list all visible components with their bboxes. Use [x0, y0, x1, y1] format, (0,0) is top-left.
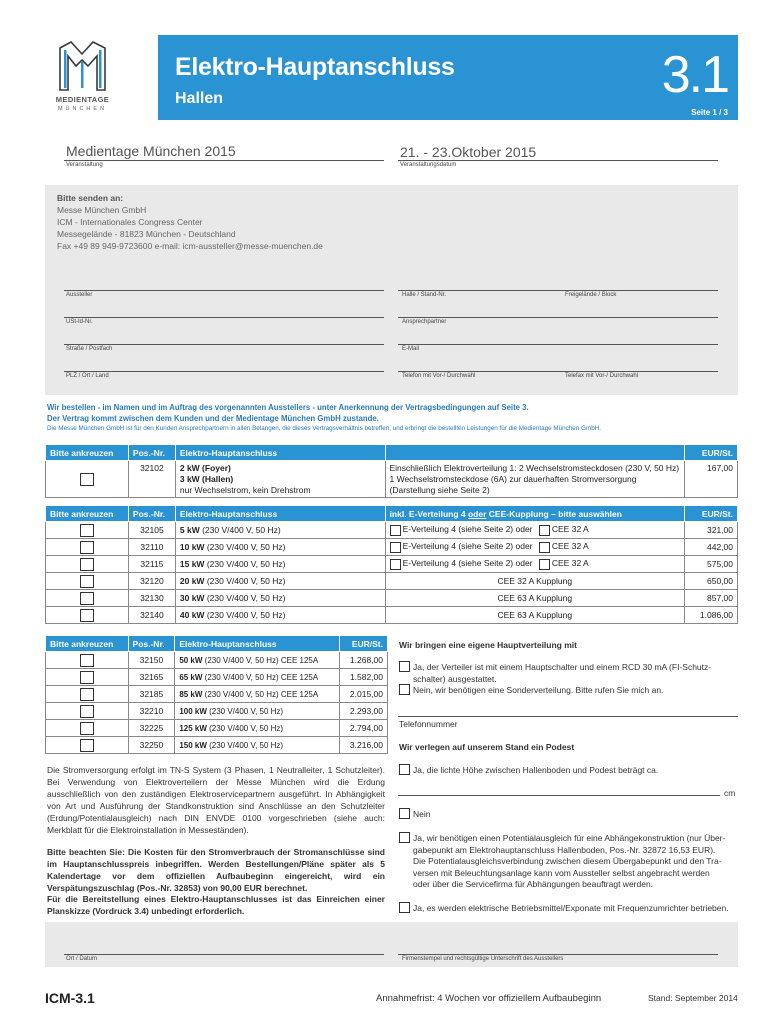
dist-cell: CEE 63 A Kupplung — [385, 607, 684, 624]
desc-cell — [175, 539, 385, 556]
order-checkbox[interactable] — [80, 722, 94, 735]
podest-heading: Wir verlegen auf unserem Stand ein Podest — [399, 742, 575, 752]
order-checkbox[interactable] — [80, 739, 94, 752]
kw-label: 50 kW — [179, 655, 203, 665]
page-indicator: Seite 1 / 3 — [691, 108, 728, 117]
spec-label: (230 V/400 V, 50 Hz) — [199, 525, 281, 535]
email-field[interactable] — [398, 344, 718, 345]
header-band — [158, 35, 738, 120]
col-header-text: inkl. E-Verteilung 4 — [389, 508, 468, 519]
dist-left: E-Verteilung 4 (siehe Seite 2) oder — [402, 558, 533, 569]
signature-label: Firmenstempel und rechtsgültige Unterschrift des Ausstellers — [402, 956, 564, 962]
hauptverteilung-heading: Wir bringen eine eigene Hauptverteilung mit — [399, 640, 577, 650]
order-checkbox[interactable] — [80, 592, 94, 605]
col-header: Bitte ankreuzen — [46, 445, 129, 461]
aussteller-field[interactable] — [64, 290, 384, 291]
desc-cell — [175, 461, 385, 498]
halle-label: Halle / Stand-Nr. — [402, 292, 447, 298]
dist-right: CEE 32 A — [551, 558, 589, 569]
pos-cell: 32102 — [128, 461, 175, 498]
price-cell: 650,00 — [685, 573, 738, 590]
pos-cell: 32140 — [128, 607, 175, 624]
ansprech-field[interactable] — [398, 317, 718, 318]
price-cell: 2.293,00 — [340, 703, 388, 720]
price-cell: 575,00 — [685, 556, 738, 573]
pos-cell: 32210 — [128, 703, 175, 720]
potential-line: gabepunkt am Elektrohauptanschluss Hallenboden, Pos.-Nr. 32872 16,53 EUR). — [413, 844, 716, 855]
spec-label: (230 V/400 V, 50 Hz) — [204, 542, 286, 552]
col-header: Bitte ankreuzen — [46, 636, 129, 652]
price-cell: 1.268,00 — [340, 652, 388, 669]
table-row — [46, 573, 738, 590]
col-header — [385, 445, 685, 461]
checkbox-cell[interactable] — [46, 737, 129, 754]
kw-label: 40 kW — [179, 610, 205, 620]
spec-label: (230 V/400 V, 50 Hz) — [206, 706, 284, 716]
table-row — [46, 461, 738, 498]
pos-cell: 32120 — [128, 573, 175, 590]
col-header: Elektro-Hauptanschluss — [175, 445, 385, 461]
spec-label: (230 V/400 V, 50 Hz) CEE 125A — [202, 689, 319, 699]
desc-cell — [175, 720, 340, 737]
price-cell: 1.582,00 — [340, 669, 388, 686]
order-checkbox[interactable] — [80, 558, 94, 571]
hv-no-checkbox[interactable] — [399, 684, 410, 695]
checkbox-cell[interactable] — [46, 607, 129, 624]
pos-cell: 32130 — [128, 590, 175, 607]
podest-yes-label: Ja, die lichte Höhe zwischen Hallenboden und Podest beträgt ca. — [413, 765, 659, 775]
kw-label: 85 kW — [179, 689, 203, 699]
order-checkbox[interactable] — [80, 671, 94, 684]
table-large-connections — [45, 635, 388, 754]
desc-cell — [175, 573, 385, 590]
dist-cell — [385, 539, 684, 556]
kw-label: 65 kW — [179, 672, 203, 682]
dist-left: E-Verteilung 4 (siehe Seite 2) oder — [402, 541, 533, 552]
verteilung-checkbox[interactable] — [390, 525, 401, 536]
dist-left: E-Verteilung 4 (siehe Seite 2) oder — [402, 524, 533, 535]
potential-label — [413, 833, 725, 891]
frequency-checkbox[interactable] — [399, 902, 410, 913]
col-header — [385, 506, 684, 522]
table-row — [46, 720, 388, 737]
info-line: 1 Wechselstromsteckdose (6A) zur dauerhaften Stromversorgung — [389, 474, 637, 484]
email-label: E-Mail — [402, 346, 420, 352]
table-basic-connection — [45, 444, 738, 498]
col-header-oder: oder — [467, 508, 487, 519]
checkbox-cell[interactable] — [46, 539, 129, 556]
deadline-note: Annahmefrist: 4 Wochen vor offiziellem Aufbaubeginn — [376, 993, 602, 1004]
signature-panel — [45, 922, 738, 967]
col-header-text: CEE-Kupplung – bitte auswählen — [486, 508, 622, 519]
pos-cell: 32105 — [128, 522, 175, 539]
kw-label: 150 kW — [179, 740, 207, 750]
spec-label: (230 V/400 V, 50 Hz) — [204, 593, 286, 603]
event-date-label: Veranstaltungsdatum — [400, 162, 457, 168]
spec-label: (230 V/400 V, 50 Hz) — [204, 576, 286, 586]
desc-cell — [175, 607, 385, 624]
desc-cell — [175, 522, 385, 539]
price-cell: 321,00 — [685, 522, 738, 539]
order-checkbox[interactable] — [80, 688, 94, 701]
checkbox-cell[interactable] — [46, 652, 129, 669]
verteilung-checkbox[interactable] — [390, 559, 401, 570]
desc-cell — [175, 703, 340, 720]
col-header: EUR/St. — [685, 506, 738, 522]
frequency-label: Ja, es werden elektrische Betriebsmittel/Exponate mit Frequenzumrichter betrieben. — [413, 903, 729, 913]
desc-line: 3 kW (Hallen) — [179, 474, 234, 484]
checkbox-cell[interactable] — [46, 686, 129, 703]
col-header: Elektro-Hauptanschluss — [175, 506, 385, 522]
event-date[interactable]: 21. - 23.Oktober 2015 — [400, 144, 537, 160]
table-row — [46, 703, 388, 720]
cm-unit: cm — [724, 788, 736, 798]
kw-label: 5 kW — [179, 525, 200, 535]
strasse-label: Straße / Postfach — [66, 346, 113, 352]
halle-field[interactable] — [398, 290, 718, 291]
pos-cell: 32150 — [128, 652, 175, 669]
price-cell: 857,00 — [685, 590, 738, 607]
event-name-label: Veranstaltung — [66, 162, 103, 168]
page-subtitle: Hallen — [175, 90, 224, 107]
col-header: Pos.-Nr. — [128, 506, 175, 522]
spec-label: (230 V/400 V, 50 Hz) — [204, 559, 286, 569]
form-number: 3.1 — [661, 46, 728, 104]
power-supply-text: Die Stromversorgung erfolgt im TN-S System (3 Phasen, 1 Neutralleiter, 1 Schutzleiter). Bei Verwendung von Elektroverteilern der Messe München wird die Erdung ausschließlich von den zuständigen Elektroservicepartnern ausgeführt. In Abhängigkeit von Art und Ausführung der Standkonstruktion sind Anschlüsse an den Schutzleiter (Erdung/Potentialausgleich) nach DIN ENVDE 0100 vorgeschrieben (siehe auch: Merkblatt für die Elektroinstallation in Messeständen). — [47, 765, 385, 835]
version-date: Stand: September 2014 — [648, 993, 738, 1003]
logo — [45, 35, 120, 120]
checkbox-cell[interactable] — [46, 556, 129, 573]
col-header: Elektro-Hauptanschluss — [175, 636, 340, 652]
kw-label: 15 kW — [179, 559, 205, 569]
checkbox-cell[interactable] — [46, 669, 129, 686]
table-row — [46, 522, 738, 539]
send-to-line: Fax +49 89 949-9723600 e-mail: icm-aussteller@messe-muenchen.de — [57, 241, 323, 251]
checkbox-cell[interactable] — [46, 590, 129, 607]
cee-checkbox[interactable] — [539, 525, 550, 536]
strasse-field[interactable] — [64, 344, 384, 345]
desc-cell — [175, 737, 340, 754]
plz-field[interactable] — [64, 371, 384, 372]
order-checkbox[interactable] — [80, 609, 94, 622]
hv-no-label: Nein, wir benötigen eine Sonderverteilung. Bitte rufen Sie mich an. — [413, 685, 664, 695]
table-row — [46, 539, 738, 556]
order-checkbox[interactable] — [80, 541, 94, 554]
price-cell: 2.794,00 — [340, 720, 388, 737]
table-row — [46, 737, 388, 754]
pos-cell: 32165 — [128, 669, 175, 686]
telefax-label: Telefax mit Vor-/ Durchwahl — [565, 373, 639, 379]
col-header: Pos.-Nr. — [128, 636, 175, 652]
dist-right: CEE 32 A — [551, 541, 589, 552]
page-title: Elektro-Hauptanschluss — [175, 53, 455, 81]
hv-yes-line: schalter) ausgestattet. — [413, 673, 497, 684]
dist-cell — [385, 556, 684, 573]
ansprech-label: Ansprechpartner — [402, 319, 447, 325]
kw-label: 10 kW — [179, 542, 205, 552]
kw-label: 125 kW — [179, 723, 207, 733]
event-name[interactable]: Medientage München 2015 — [66, 143, 236, 159]
verteilung-checkbox[interactable] — [390, 542, 401, 553]
price-cell: 1.086,00 — [685, 607, 738, 624]
podest-no-label: Nein — [413, 809, 431, 819]
potential-line: Ja, wir benötigen einen Potentialausgleich für eine Abhängekonstruktion (nur Über- — [413, 833, 726, 843]
desc-line: 2 kW (Foyer) — [179, 463, 231, 473]
dist-cell: CEE 63 A Kupplung — [385, 590, 684, 607]
desc-line: nur Wechselstrom, kein Drehstrom — [179, 485, 311, 495]
ust-field[interactable] — [64, 317, 384, 318]
desc-cell — [175, 556, 385, 573]
dist-cell: CEE 32 A Kupplung — [385, 573, 684, 590]
hv-yes-line: Ja, der Verteiler ist mit einem Hauptschalter und einem RCD 30 mA (FI-Schutz- — [413, 662, 712, 672]
logo-text: MEDIENTAGE — [55, 95, 110, 104]
logo-subtext: MÜNCHEN — [57, 106, 108, 112]
order-checkbox[interactable] — [80, 705, 94, 718]
col-header: EUR/St. — [340, 636, 388, 652]
logo-m-icon — [55, 40, 110, 92]
signature-field[interactable] — [398, 954, 718, 955]
pos-cell: 32225 — [128, 720, 175, 737]
table-row — [46, 686, 388, 703]
potential-line: Die Potentialausgleichsverbindung zwischen diesem Übergabepunkt und den Tra- — [413, 856, 722, 866]
send-to-line: Messegelände - 81823 München - Deutschland — [57, 229, 236, 239]
hv-yes-checkbox[interactable] — [399, 661, 410, 672]
podest-yes-checkbox[interactable] — [399, 764, 410, 775]
spec-label: (230 V/400 V, 50 Hz) CEE 125A — [202, 672, 319, 682]
col-header: Bitte ankreuzen — [46, 506, 129, 522]
send-to-line: ICM - Internationales Congress Center — [57, 217, 203, 227]
col-header: Pos.-Nr. — [128, 445, 175, 461]
potential-line: oder über die Servicefirma für Abhängungen beauftragt werden. — [413, 879, 654, 889]
desc-cell — [175, 686, 340, 703]
kw-label: 100 kW — [179, 706, 207, 716]
event-date-line — [398, 160, 718, 161]
plz-label: PLZ / Ort / Land — [66, 373, 109, 379]
potential-checkbox[interactable] — [399, 832, 410, 843]
send-to-block — [57, 192, 323, 252]
info-line: (Darstellung siehe Seite 2) — [389, 485, 490, 495]
costs-note: Bitte beachten Sie: Die Kosten für den Stromverbrauch der Stromanschlüsse sind im Hauptanschlusspreis inbegriffen. Werden Bestellungen/Pläne später als 5 Kalendertage vor dem offiziellen Aufbaubeginn eingereicht, wird ein Verspätungszuschlag (Pos.-Nr. 32853) von 90,00 EUR berechnet. — [47, 847, 385, 893]
spec-label: (230 V/400 V, 50 Hz) CEE 125A — [202, 655, 319, 665]
sketch-note: Für die Bereitstellung eines Elektro-Hauptanschlusses ist das Einreichen einer Planskizze (Vordruck 3.4) unbedingt erforderlich. — [47, 894, 385, 916]
info-line: Einschließlich Elektroverteilung 1: 2 Wechselstromsteckdosen (230 V, 50 Hz) — [389, 463, 680, 473]
hv-yes-label — [413, 662, 711, 685]
table-connections — [45, 505, 738, 624]
event-name-line — [64, 160, 384, 161]
info-cell — [385, 461, 685, 498]
kw-label: 30 kW — [179, 593, 205, 603]
checkbox-cell[interactable] — [46, 573, 129, 590]
pos-cell: 32115 — [128, 556, 175, 573]
send-to-line: Messe München GmbH — [57, 205, 147, 215]
order-checkbox[interactable] — [80, 524, 94, 537]
desc-cell — [175, 652, 340, 669]
table-row — [46, 652, 388, 669]
checkbox-cell[interactable] — [46, 522, 129, 539]
potential-line: versen mit Beleuchtungsanlage kann vom Aussteller selbst angebracht werden — [413, 867, 710, 878]
order-statement: Wir bestellen - im Namen und im Auftrag des vorgenannten Ausstellers - unter Anerkennung der Vertragsbedingungen auf Seite 3. — [47, 403, 529, 412]
col-header: EUR/St. — [685, 445, 738, 461]
telefon-label: Telefonnummer — [399, 719, 458, 729]
order-checkbox[interactable] — [80, 473, 94, 486]
table-row — [46, 556, 738, 573]
checkbox-cell[interactable] — [46, 461, 129, 498]
pos-cell: 32250 — [128, 737, 175, 754]
ort-datum-label: Ort / Datum — [66, 956, 98, 962]
table-row — [46, 669, 388, 686]
table-row — [46, 590, 738, 607]
desc-cell — [175, 590, 385, 607]
price-cell: 167,00 — [685, 461, 738, 498]
dist-right: CEE 32 A — [551, 524, 589, 535]
price-cell: 3.216,00 — [340, 737, 388, 754]
cee-checkbox[interactable] — [539, 559, 550, 570]
price-cell: 2.015,00 — [340, 686, 388, 703]
kw-label: 20 kW — [179, 576, 205, 586]
ust-label: USt-Id-Nr. — [66, 319, 93, 325]
table-row — [46, 607, 738, 624]
telefon-field[interactable] — [398, 371, 718, 372]
telefon-input-line[interactable] — [398, 716, 738, 717]
aussteller-label: Aussteller — [66, 292, 93, 298]
pos-cell: 32185 — [128, 686, 175, 703]
price-cell: 442,00 — [685, 539, 738, 556]
spec-label: (230 V/400 V, 50 Hz) — [206, 723, 284, 733]
desc-cell — [175, 669, 340, 686]
form-code: ICM-3.1 — [45, 990, 95, 1006]
checkbox-cell[interactable] — [46, 720, 129, 737]
podest-height-line[interactable] — [398, 795, 720, 796]
ort-datum-field[interactable] — [64, 954, 384, 955]
dist-cell — [385, 522, 684, 539]
spec-label: (230 V/400 V, 50 Hz) — [204, 610, 286, 620]
send-to-heading: Bitte senden an: — [57, 193, 124, 203]
freigelaende-label: Freigelände / Block — [565, 292, 617, 298]
cee-checkbox[interactable] — [539, 542, 550, 553]
contract-statement: Der Vertrag kommt zwischen dem Kunden und der Medientage München GmbH zustande. — [47, 414, 379, 423]
contact-statement: Die Messe München GmbH ist für den Kunden Ansprechpartnern in allen Belangen, die dieses Vertragsverhältnis betreffen, und erbringt die bestellten Leistungen für die Medientage München GmbH. — [47, 425, 601, 432]
order-checkbox[interactable] — [80, 575, 94, 588]
checkbox-cell[interactable] — [46, 703, 129, 720]
podest-no-checkbox[interactable] — [399, 808, 410, 819]
spec-label: (230 V/400 V, 50 Hz) — [206, 740, 284, 750]
order-checkbox[interactable] — [80, 654, 94, 667]
pos-cell: 32110 — [128, 539, 175, 556]
telefon-label: Telefon mit Vor-/ Durchwahl — [402, 373, 476, 379]
